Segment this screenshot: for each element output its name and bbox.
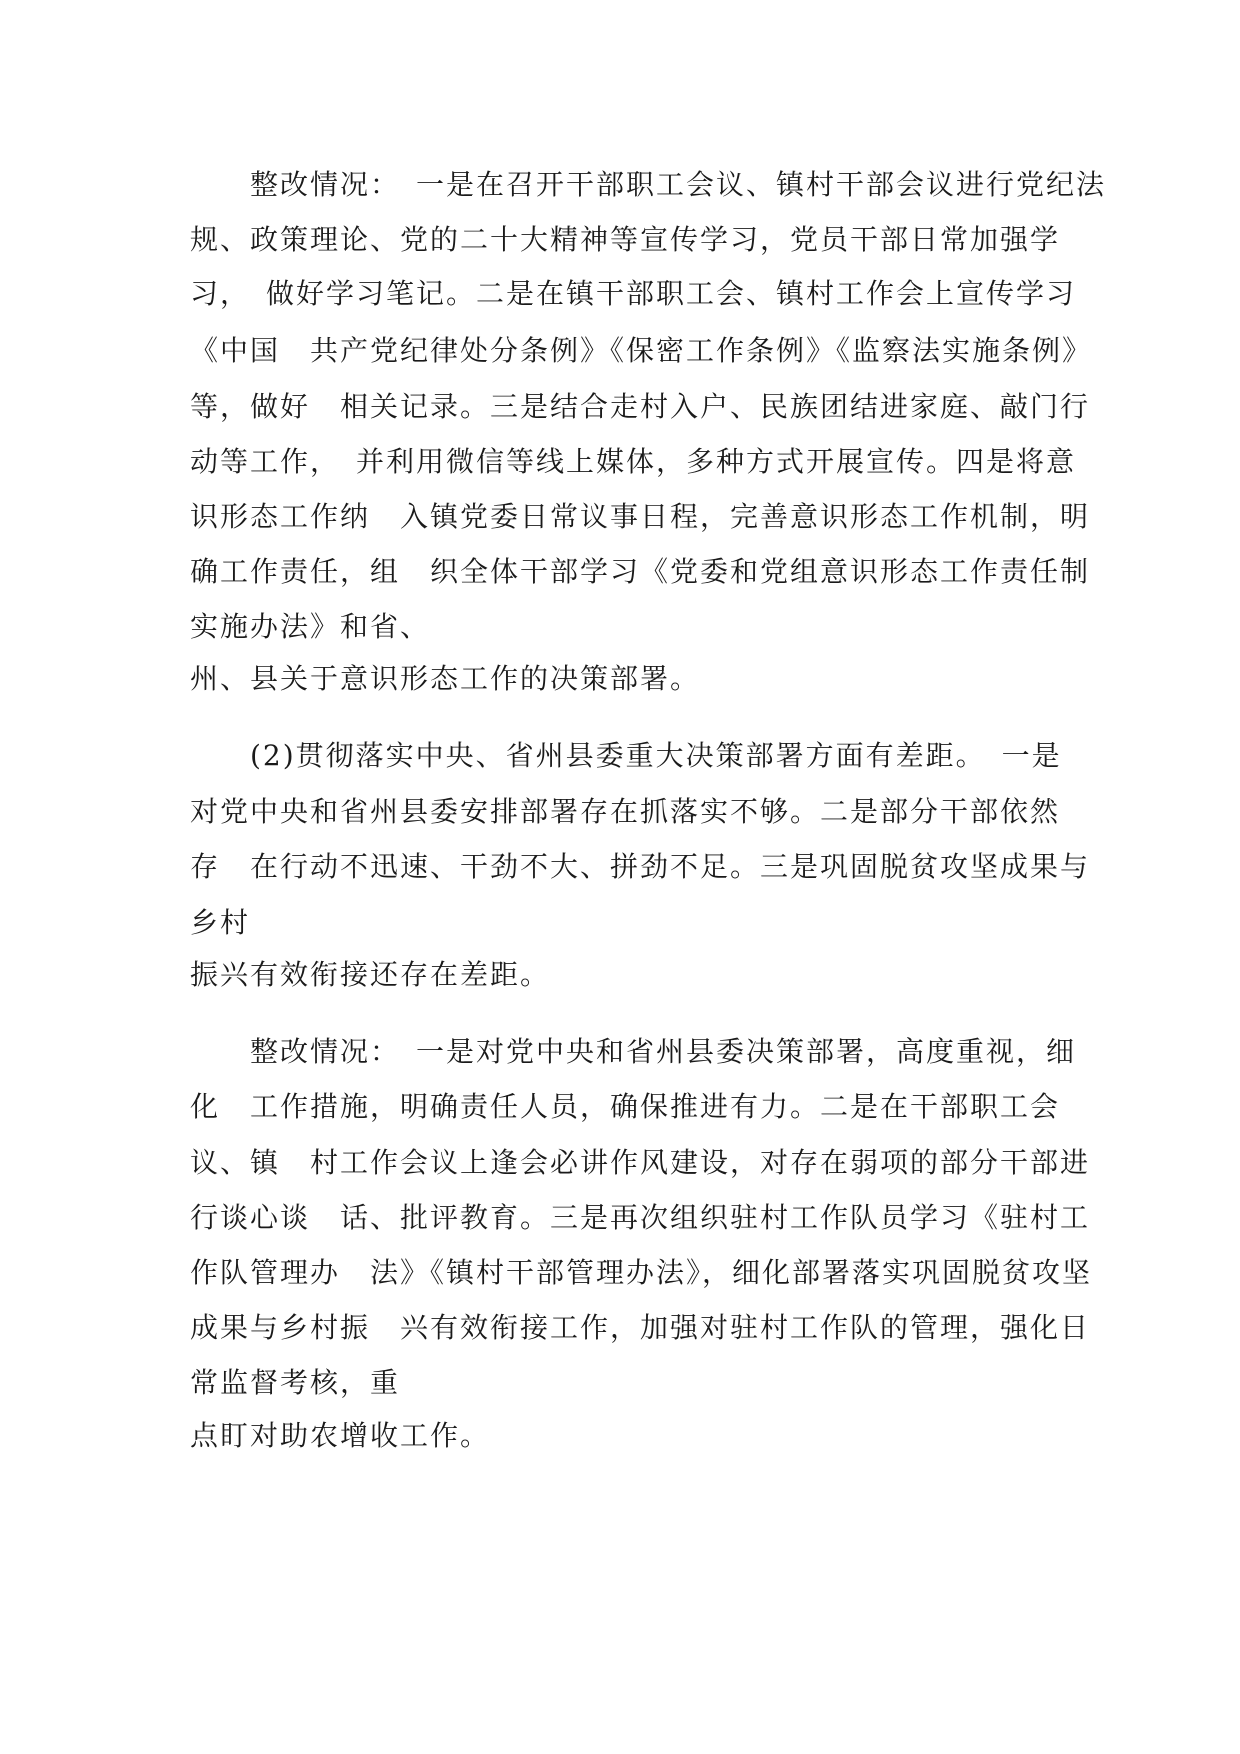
text-line: 点盯对助农增收工作。	[190, 1419, 491, 1452]
text-line: 整改情况： 一是对党中央和省州县委决策部署，高度重视，细	[190, 1035, 1077, 1068]
text-line: 乡村	[190, 906, 251, 939]
text-line: (2)贯彻落实中央、省州县委重大决策部署方面有差距。 一是	[190, 739, 1062, 772]
text-line: 对党中央和省州县委安排部署存在抓落实不够。二是部分干部依然	[190, 795, 1061, 828]
text-line: 整改情况： 一是在召开干部职工会议、镇村干部会议进行党纪法	[190, 168, 1107, 201]
text-line: 作队管理办 法》《镇村干部管理办法》，细化部署落实巩固脱贫攻坚	[190, 1256, 1093, 1289]
text-line: 振兴有效衔接还存在差距。	[190, 958, 551, 991]
text-line: 存 在行动不迅速、干劲不大、拼劲不足。三是巩固脱贫攻坚成果与	[190, 850, 1091, 883]
text-line: 识形态工作纳 入镇党委日常议事日程，完善意识形态工作机制，明	[190, 500, 1091, 533]
text-line: 行谈心谈 话、批评教育。三是再次组织驻村工作队员学习《驻村工	[190, 1201, 1091, 1234]
text-line: 常监督考核，重	[190, 1366, 401, 1399]
text-line: 议、镇 村工作会议上逢会必讲作风建设，对存在弱项的部分干部进	[190, 1146, 1091, 1179]
text-line: 等，做好 相关记录。三是结合走村入户、民族团结进家庭、敲门行	[190, 390, 1091, 423]
text-line: 成果与乡村振 兴有效衔接工作，加强对驻村工作队的管理，强化日	[190, 1311, 1091, 1344]
text-line: 习， 做好学习笔记。二是在镇干部职工会、镇村工作会上宣传学习	[190, 277, 1077, 310]
text-line: 实施办法》和省、	[190, 610, 431, 643]
text-line: 确工作责任，组 织全体干部学习《党委和党组意识形态工作责任制	[190, 555, 1091, 588]
text-line: 《中国 共产党纪律处分条例》《保密工作条例》《监察法实施条例》	[190, 334, 1093, 367]
text-line: 化 工作措施，明确责任人员，确保推进有力。二是在干部职工会	[190, 1090, 1061, 1123]
text-line: 规、政策理论、党的二十大精神等宣传学习，党员干部日常加强学	[190, 223, 1061, 256]
text-line: 州、县关于意识形态工作的决策部署。	[190, 662, 701, 695]
text-line: 动等工作， 并利用微信等线上媒体，多种方式开展宣传。四是将意	[190, 445, 1077, 478]
